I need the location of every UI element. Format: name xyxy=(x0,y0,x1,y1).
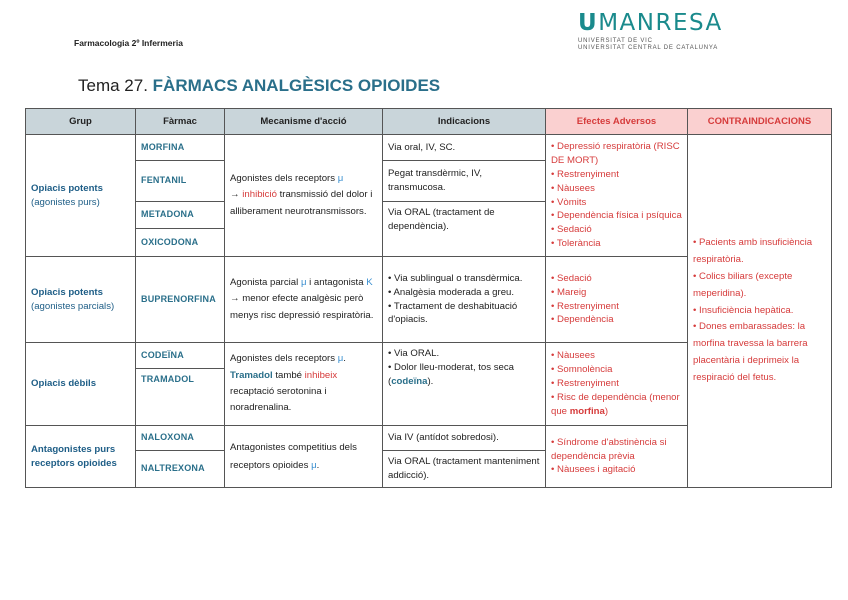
page-title: Tema 27. FÀRMACS ANALGÈSICS OPIOIDES xyxy=(78,76,441,95)
course-label: Farmacologia 2º Infermeria xyxy=(74,38,183,48)
mechanism-cell: Agonistes dels receptors μ. Tramadol també inhibeix recaptació serotonina i noradrenalina. xyxy=(225,343,383,426)
drug-name: TRAMADOL xyxy=(136,369,225,426)
indication-cell: • Via ORAL. • Dolor lleu-moderat, tos seca (codeïna). xyxy=(383,343,546,426)
header-efectes: Efectes Adversos xyxy=(546,109,688,135)
group-cell: Antagonistes purs receptors opioides xyxy=(26,426,136,488)
group-cell: Opiacis potents (agonistes parcials) xyxy=(26,257,136,343)
opioid-table xyxy=(25,108,832,488)
drug-name: METADONA xyxy=(136,202,225,229)
logo-subtitle-1: UNIVERSITAT DE VIC xyxy=(578,38,653,44)
indication-cell: Via oral, IV, SC. xyxy=(383,135,546,161)
indication-cell: Via ORAL (tractament manteniment addicció). xyxy=(383,451,546,488)
drug-name: NALOXONA xyxy=(136,426,225,451)
contraindications-cell: • Pacients amb insuficiència respiratòria. • Colics biliars (excepte meperidina). • Insuficiència hepàtica. • Dones embarassades: la morfina travessa la barrera placentària i deprimeix la respiració del fetus. xyxy=(688,135,832,488)
drug-name: BUPRENORFINA xyxy=(136,257,225,343)
adverse-cell: • Depressió respiratòria (RISC DE MORT) • Restrenyiment • Nàusees • Vòmits • Dependència física i psíquica • Sedació • Tolerància xyxy=(546,135,688,257)
indication-cell: Via IV (antídot sobredosi). xyxy=(383,426,546,451)
mechanism-cell: Agonista parcial μ i antagonista K → menor efecte analgèsic però menys risc depressió respiratòria. xyxy=(225,257,383,343)
adverse-cell: • Síndrome d'abstinència si dependència prèvia • Nàusees i agitació xyxy=(546,426,688,488)
indication-cell: Via ORAL (tractament de dependència). xyxy=(383,202,546,257)
university-logo xyxy=(578,12,723,52)
drug-name: NALTREXONA xyxy=(136,451,225,488)
header-contra: CONTRAINDICACIONS xyxy=(688,109,832,135)
indication-cell: • Via sublingual o transdèrmica. • Analgèsia moderada a greu. • Tractament de deshabituació d'opiacis. xyxy=(383,257,546,343)
table-header-row xyxy=(26,109,832,135)
drug-name: CODEÏNA xyxy=(136,343,225,369)
adverse-cell: • Nàusees • Somnolència • Restrenyiment • Risc de dependència (menor que morfina) xyxy=(546,343,688,426)
header-farmac: Fàrmac xyxy=(136,109,225,135)
header-grup: Grup xyxy=(26,109,136,135)
mechanism-cell: Antagonistes competitius dels receptors opioides μ. xyxy=(225,426,383,488)
logo-wordmark: UMANRESA xyxy=(578,10,723,36)
drug-name: OXICODONA xyxy=(136,229,225,257)
group-cell: Opiacis potents (agonistes purs) xyxy=(26,135,136,257)
drug-name: FENTANIL xyxy=(136,161,225,202)
mechanism-cell: Agonistes dels receptors μ → inhibició transmissió del dolor i alliberament neurotransmissors. xyxy=(225,135,383,257)
table-row xyxy=(26,135,832,161)
header-mecanisme: Mecanisme d'acció xyxy=(225,109,383,135)
adverse-cell: • Sedació • Mareig • Restrenyiment • Dependència xyxy=(546,257,688,343)
header-indicacions: Indicacions xyxy=(383,109,546,135)
drug-name: MORFINA xyxy=(136,135,225,161)
indication-cell: Pegat transdèrmic, IV, transmucosa. xyxy=(383,161,546,202)
group-cell: Opiacis dèbils xyxy=(26,343,136,426)
logo-subtitle-2: UNIVERSITAT CENTRAL DE CATALUNYA xyxy=(578,45,719,51)
